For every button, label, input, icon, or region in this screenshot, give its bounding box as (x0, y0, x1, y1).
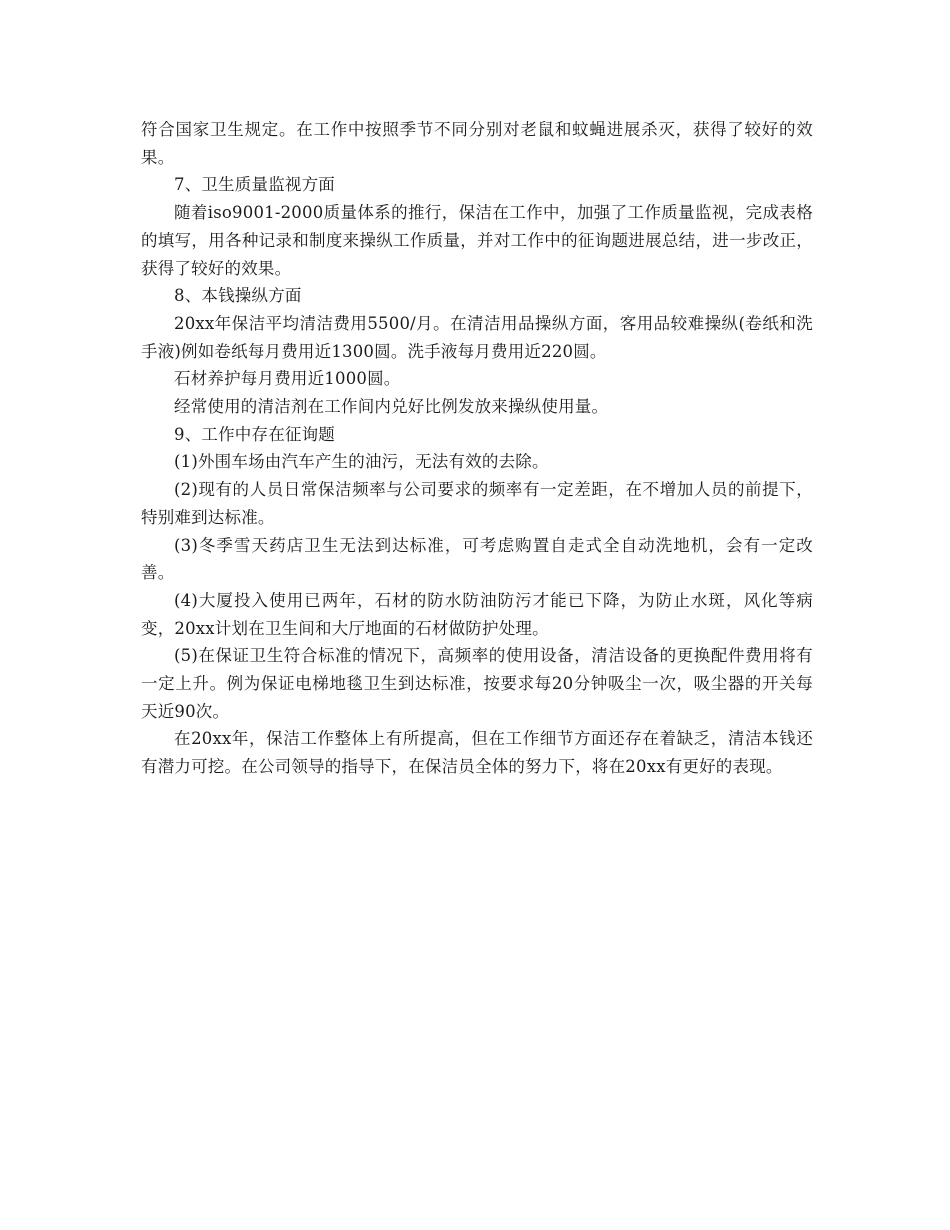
paragraph-cleaning-cost: 20xx年保洁平均清洁费用5500/月。在清洁用品操纵方面，客用品较难操纵(卷纸和洗手液)例如卷纸每月费用近1300圆。洗手液每月费用近220圆。 (141, 313, 813, 361)
issue-item-2: (2)现有的人员日常保洁频率与公司要求的频率有一定差距，在不增加人员的前提下，特别难到达标准。 (141, 480, 813, 527)
paragraph-quality-monitoring: 随着iso9001-2000质量体系的推行，保洁在工作中，加强了工作质量监视，完成表格的填写，用各种记录和制度来操纵工作质量，并对工作中的征询题进展总结，进一步改正，获得了较好的效果。 (141, 203, 813, 278)
document-body (141, 116, 813, 781)
heading-quality-monitoring: 7、卫生质量监视方面 (174, 175, 335, 195)
issue-item-4: (4)大厦投入使用已两年，石材的防水防油防污才能已下降，为防止水斑，风化等病变，20xx计划在卫生间和大厅地面的石材做防护处理。 (141, 590, 813, 638)
paragraph-conclusion: 在20xx年，保洁工作整体上有所提高，但在工作细节方面还存在着缺乏，清洁本钱还有潜力可挖。在公司领导的指导下，在保洁员全体的努力下，将在20xx有更好的表现。 (141, 729, 813, 777)
issue-item-3: (3)冬季雪天药店卫生无法到达标准，可考虑购置自走式全自动洗地机，会有一定改善。 (141, 535, 813, 583)
paragraph-stone-maintenance: 石材养护每月费用近1000圆。 (174, 369, 401, 389)
paragraph-sanitation-result: 符合国家卫生规定。在工作中按照季节不同分别对老鼠和蚊蝇进展杀灭，获得了较好的效果。 (141, 120, 813, 167)
issue-item-5: (5)在保证卫生符合标准的情况下，高频率的使用设备，清洁设备的更换配件费用将有一定上升。例为保证电梯地毯卫生到达标准，按要求每20分钟吸尘一次，吸尘器的开关每天近90次。 (141, 646, 813, 721)
heading-cost-control: 8、本钱操纵方面 (174, 286, 302, 306)
issue-item-1: (1)外围车场由汽车产生的油污，无法有效的去除。 (174, 452, 549, 472)
heading-existing-issues: 9、工作中存在征询题 (174, 424, 335, 444)
paragraph-detergent-usage: 经常使用的清洁剂在工作间内兑好比例发放来操纵使用量。 (174, 397, 609, 417)
